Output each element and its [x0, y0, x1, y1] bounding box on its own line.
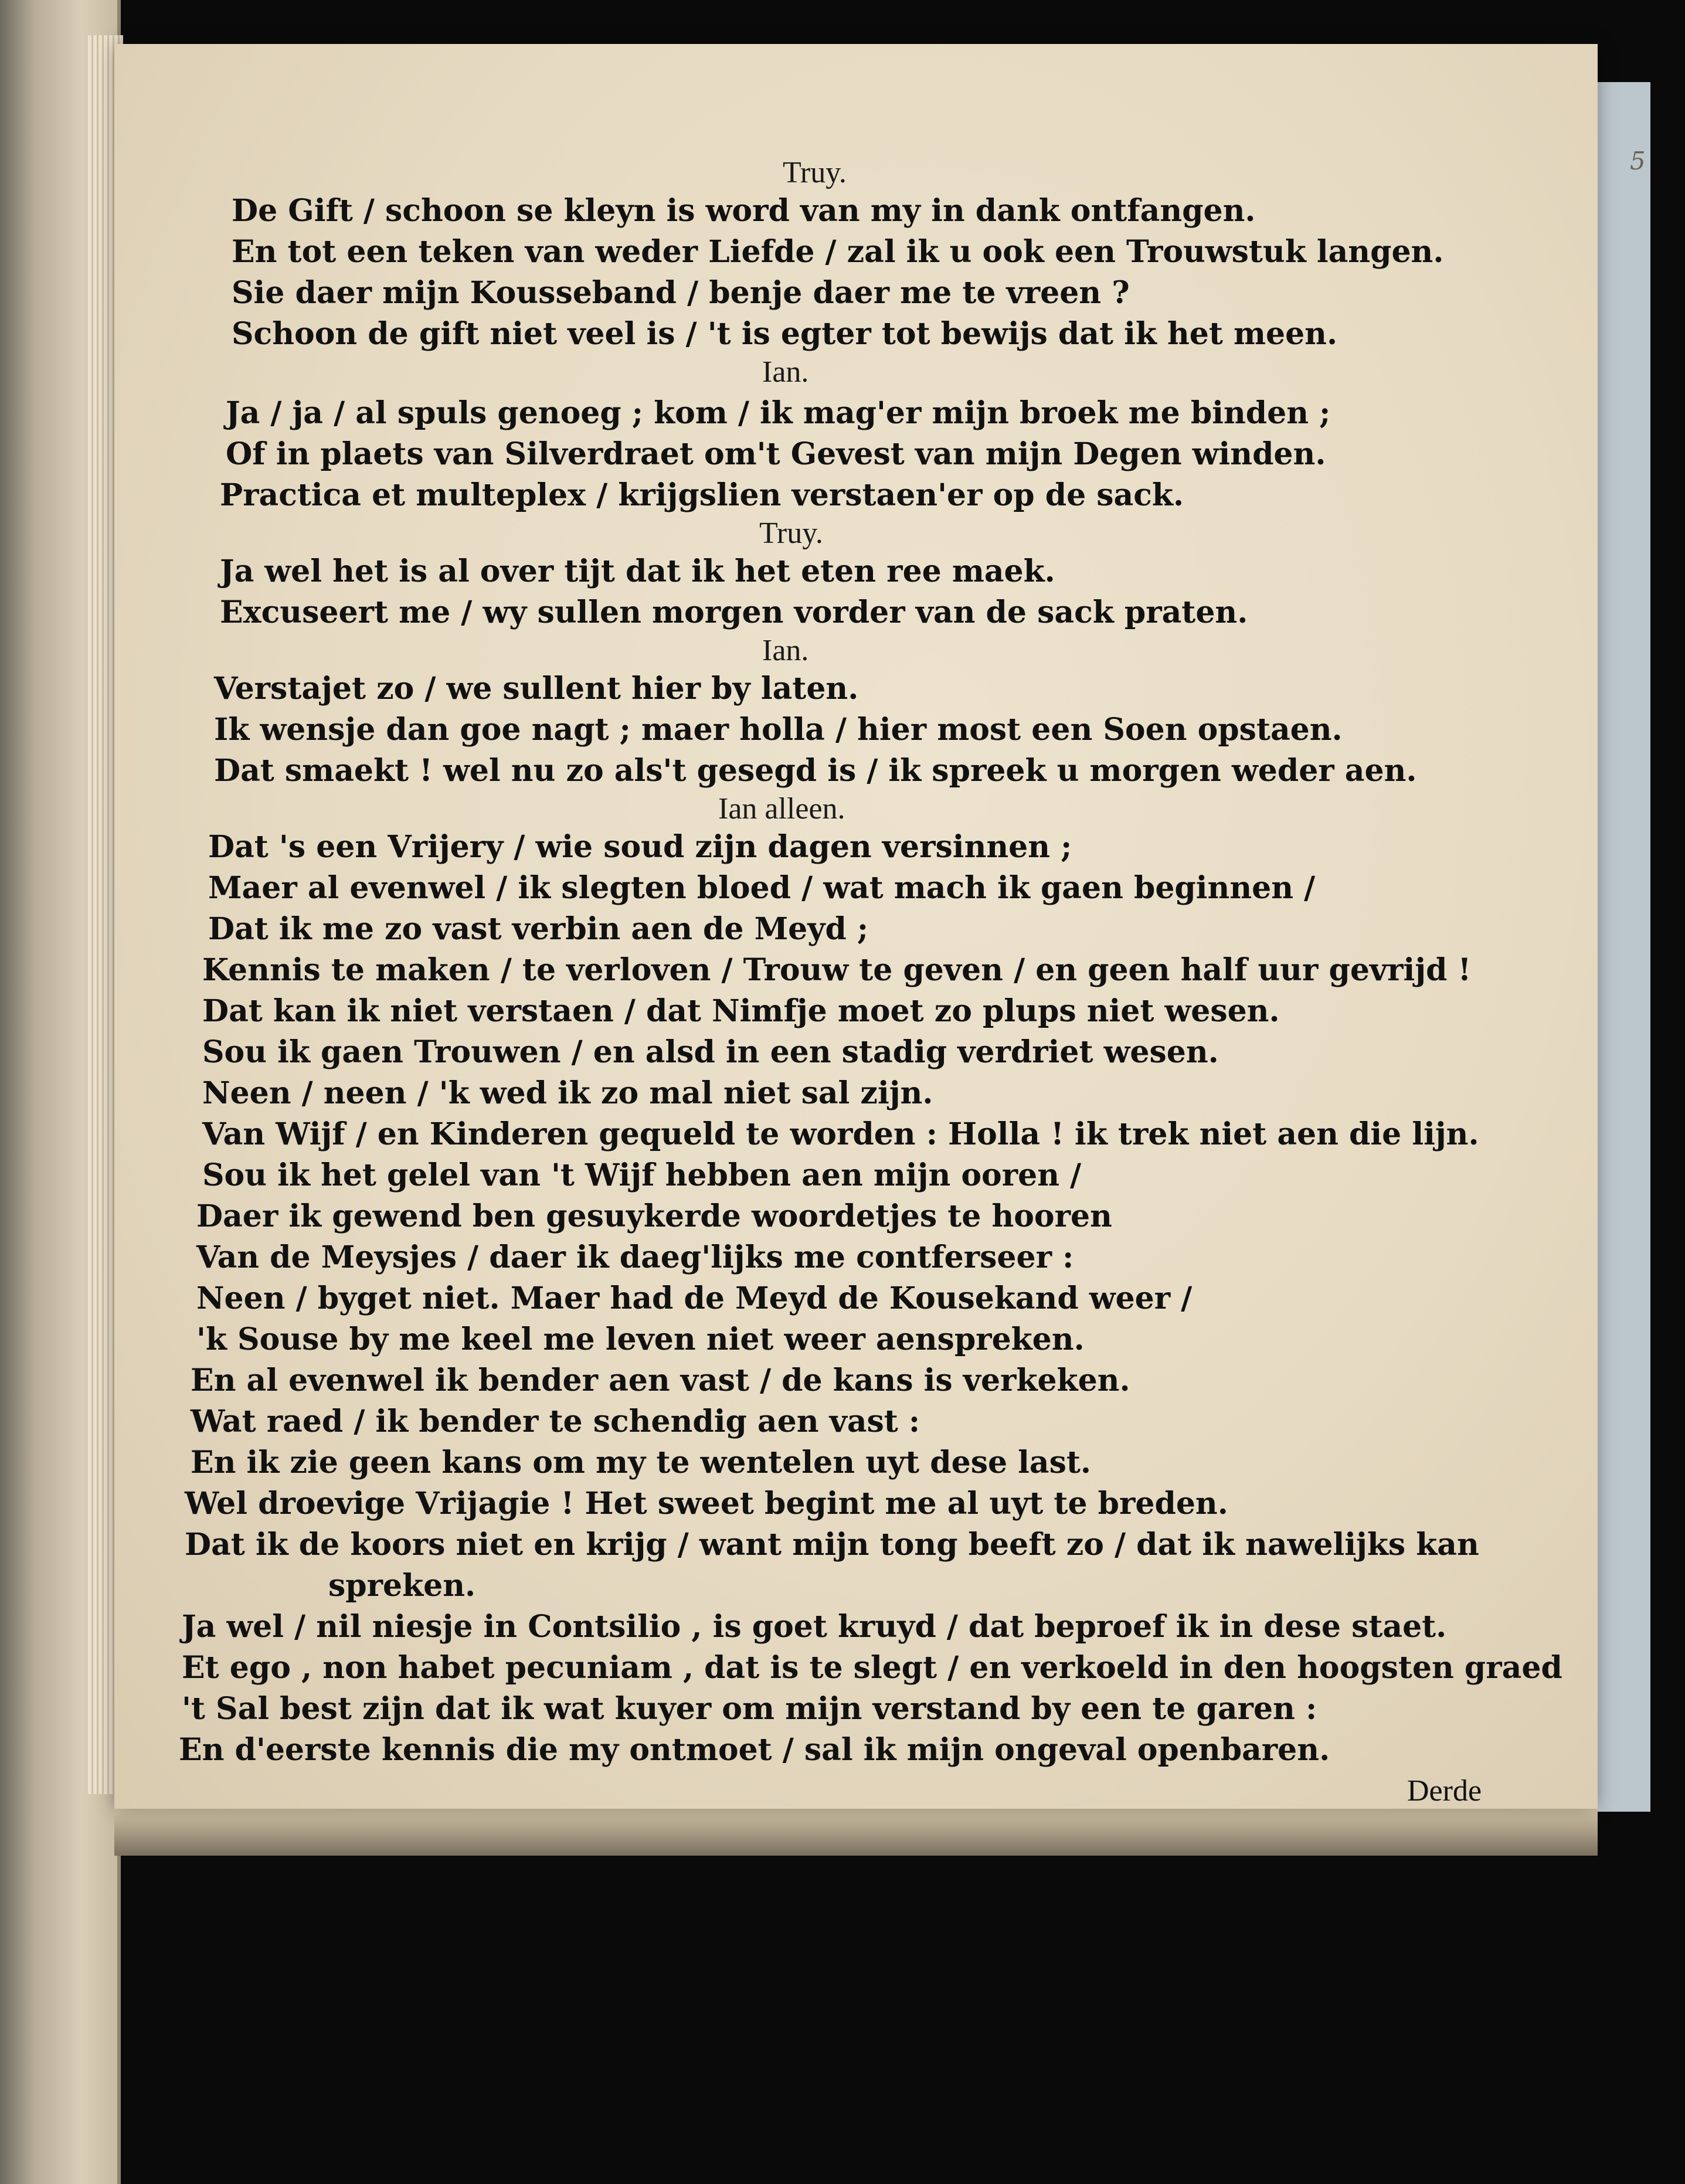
text-line: En d'eerste kennis die my ontmoet / sal ik mijn ongeval openbaren. — [179, 1732, 1330, 1768]
text-line: En ik zie geen kans om my te wentelen uyt dese last. — [191, 1445, 1092, 1480]
text-block — [114, 44, 1598, 1809]
text-line: spreken. — [328, 1568, 476, 1604]
lower-page-edge — [114, 1809, 1598, 1856]
text-line: Sie daer mijn Kousseband / benje daer me te vreen ? — [232, 275, 1130, 311]
text-line: Et ego , non habet pecuniam , dat is te slegt / en verkoeld in den hoogsten graed — [182, 1650, 1562, 1686]
text-line: En al evenwel ik bender aen vast / de kans is verkeken. — [191, 1363, 1130, 1398]
text-line: Kennis te maken / te verloven / Trouw te geven / en geen half uur gevrijd ! — [202, 952, 1472, 988]
text-line: Ik wensje dan goe nagt ; maer holla / hier most een Soen opstaen. — [214, 712, 1343, 748]
speaker-label: Ian alleen. — [718, 792, 845, 826]
text-line: Daer ik gewend ben gesuykerde woordetjes te hooren — [196, 1198, 1112, 1234]
text-line: De Gift / schoon se kleyn is word van my in dank ontfangen. — [232, 193, 1256, 229]
text-line: Dat smaekt ! wel nu zo als't gesegd is / ik spreek u morgen weder aen. — [214, 753, 1417, 789]
background-behind-page — [1598, 82, 1650, 1812]
speaker-label: Ian. — [762, 634, 809, 667]
speaker-label: Ian. — [762, 355, 809, 389]
text-line: Van Wijf / en Kinderen gequeld te worden : Holla ! ik trek niet aen die lijn. — [202, 1116, 1479, 1152]
text-line: Wel droevige Vrijagie ! Het sweet begint me al uyt te breden. — [185, 1486, 1228, 1521]
text-line: Wat raed / ik bender te schendig aen vast : — [191, 1404, 920, 1439]
page-number: 5 — [1630, 147, 1646, 175]
text-line: Ja / ja / al spuls genoeg ; kom / ik mag'er mijn broek me binden ; — [226, 395, 1331, 431]
text-line: 'k Souse by me keel me leven niet weer aenspreken. — [196, 1322, 1085, 1357]
speaker-label: Truy. — [783, 156, 847, 189]
text-line: Dat kan ik niet verstaen / dat Nimfje moet zo plups niet wesen. — [202, 993, 1280, 1029]
text-line: Neen / byget niet. Maer had de Meyd de Kousekand weer / — [196, 1280, 1193, 1316]
text-line: Verstajet zo / we sullent hier by laten. — [214, 671, 859, 707]
text-line: Schoon de gift niet veel is / 't is egter tot bewijs dat ik het meen. — [232, 316, 1338, 352]
book-page — [114, 44, 1646, 1809]
text-line: Ja wel het is al over tijt dat ik het eten ree maek. — [220, 553, 1055, 589]
text-line: 't Sal best zijn dat ik wat kuyer om mijn verstand by een te garen : — [182, 1691, 1317, 1727]
text-line: Sou ik gaen Trouwen / en alsd in een stadig verdriet wesen. — [202, 1034, 1219, 1070]
text-line: Maer al evenwel / ik slegten bloed / wat mach ik gaen beginnen / — [208, 870, 1316, 906]
text-line: Ja wel / nil niesje in Contsilio , is goet kruyd / dat beproef ik in dese staet. — [182, 1609, 1447, 1645]
speaker-label: Truy. — [759, 517, 823, 550]
text-line: Dat ik me zo vast verbin aen de Meyd ; — [208, 911, 869, 947]
text-line: Practica et multeplex / krijgslien verstaen'er op de sack. — [220, 477, 1184, 513]
text-line: Dat ik de koors niet en krijg / want mijn tong beeft zo / dat ik nawelijks kan — [185, 1527, 1479, 1563]
text-line: Sou ik het gelel van 't Wijf hebben aen mijn ooren / — [202, 1157, 1082, 1193]
text-line: En tot een teken van weder Liefde / zal ik u ook een Trouwstuk langen. — [232, 234, 1444, 270]
text-line: Van de Meysjes / daer ik daeg'lijks me contferseer : — [196, 1239, 1074, 1275]
catchword: Derde — [1407, 1774, 1482, 1808]
text-line: Dat 's een Vrijery / wie soud zijn dagen versinnen ; — [208, 829, 1072, 865]
text-line: Excuseert me / wy sullen morgen vorder van de sack praten. — [220, 595, 1248, 630]
text-line: Neen / neen / 'k wed ik zo mal niet sal zijn. — [202, 1075, 933, 1111]
text-line: Of in plaets van Silverdraet om't Gevest van mijn Degen winden. — [226, 436, 1326, 472]
